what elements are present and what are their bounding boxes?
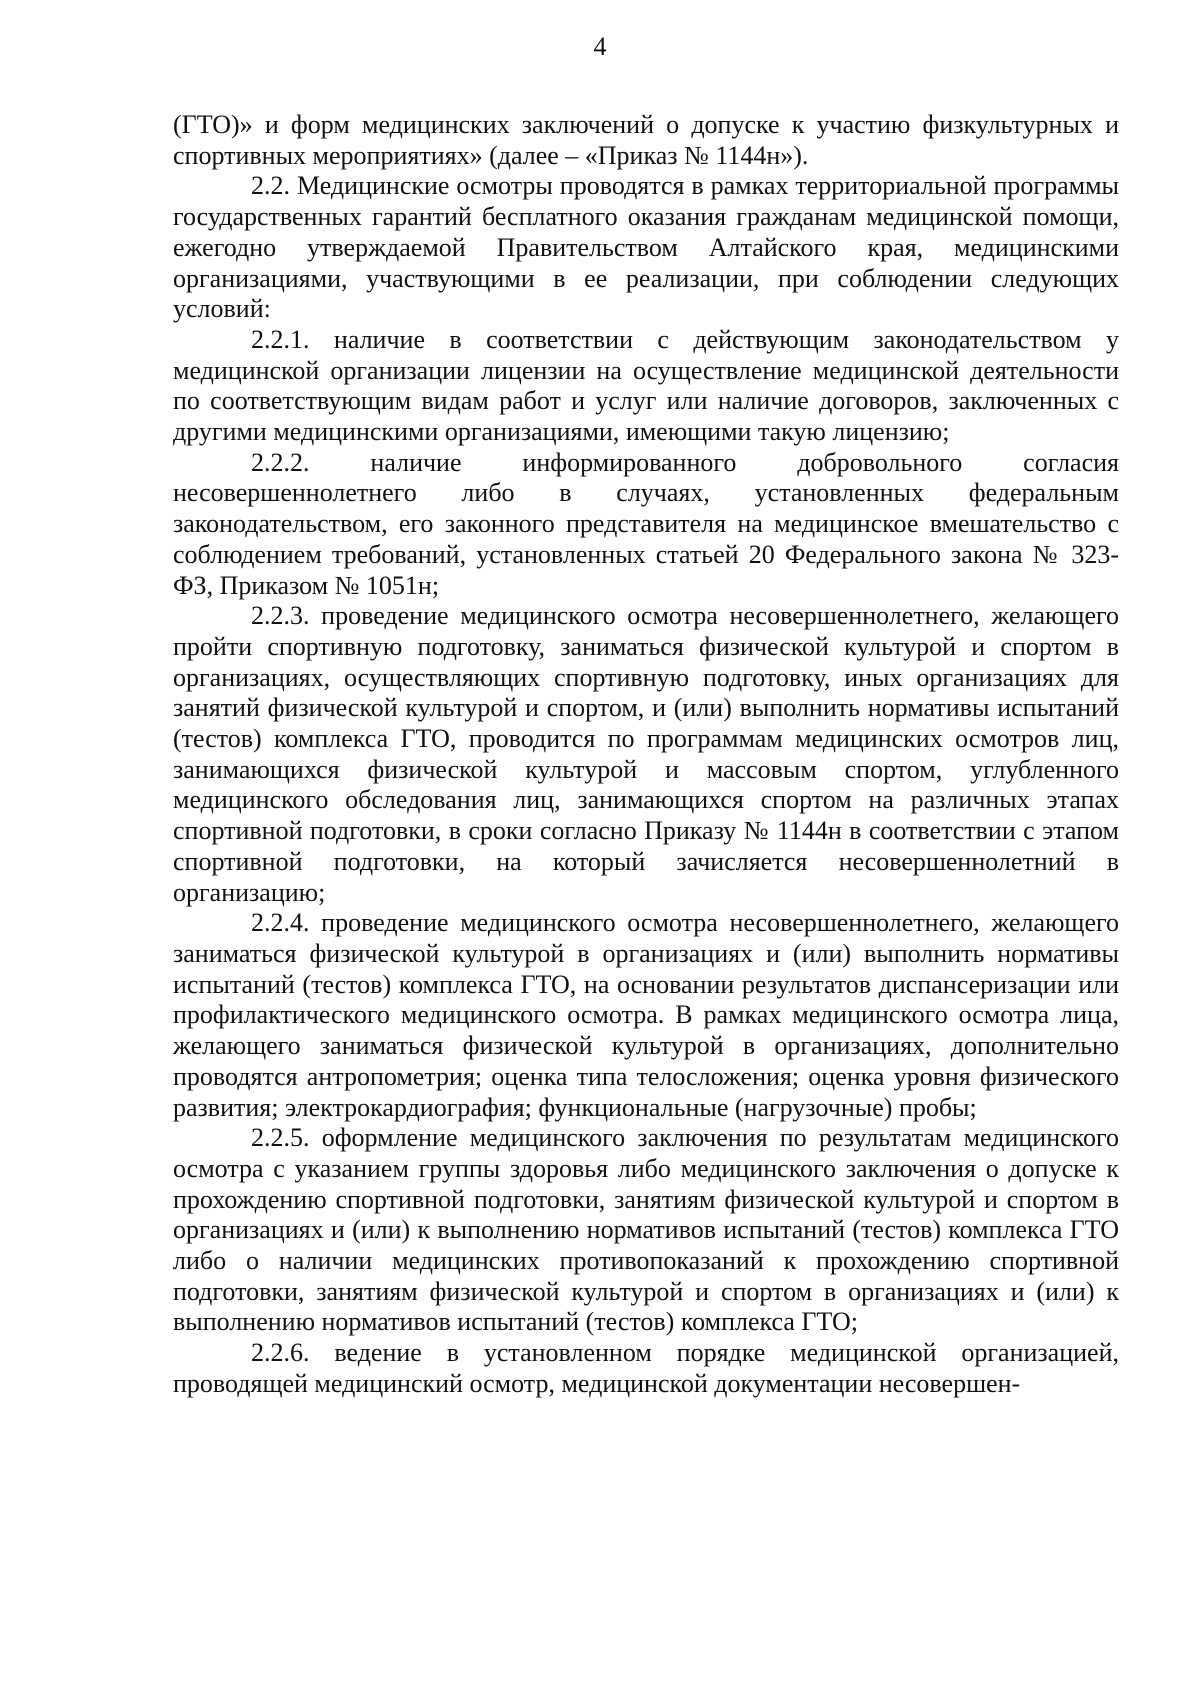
paragraph-2-2-1: 2.2.1. наличие в соответствии с действующим законодательством у медицинской организации лицензии на осуществление медицинской деятельности по соответствующим видам работ и услуг или наличие договоров, заключенных с другими медицинскими организациями, имеющими такую лицензию; — [173, 324, 1119, 447]
paragraph-2-2-3: 2.2.3. проведение медицинского осмотра несовершеннолетнего, желающего пройти спортивную подготовку, заниматься физической культурой и спортом в организациях, осуществляющих спортивную подготовку, иных организациях для занятий физической культурой и спортом, и (или) выполнить нормативы испытаний (тестов) комплекса ГТО, проводится по программам медицинских осмотров лиц, занимающихся физической культурой и массовым спортом, углубленного медицинского обследования лиц, занимающихся спортом на различных этапах спортивной подготовки, в сроки согласно Приказу № 1144н в соответствии с этапом спортивной подготовки, на который зачисляется несовершеннолетний в организацию; — [173, 601, 1119, 907]
paragraph-2-2-4: 2.2.4. проведение медицинского осмотра несовершеннолетнего, желающего заниматься физической культурой в организациях и (или) выполнить нормативы испытаний (тестов) комплекса ГТО, на основании результатов диспансеризации или профилактического медицинского осмотра. В рамках медицинского осмотра лица, желающего заниматься физической культурой в организациях, дополнительно проводятся антропометрия; оценка типа телосложения; оценка уровня физического развития; электрокардиография; функциональные (нагрузочные) пробы; — [173, 908, 1119, 1122]
document-body — [173, 110, 1119, 1400]
paragraph-2-2-6: 2.2.6. ведение в установленном порядке медицинской организацией, проводящей медицинский осмотр, медицинской документации несовершен- — [173, 1338, 1119, 1398]
page-number: 4 — [593, 32, 607, 61]
paragraph-continuation: (ГТО)» и форм медицинских заключений о допуске к участию физкультурных и спортивных мероприятиях» (далее – «Приказ № 1144н»). — [173, 110, 1119, 170]
paragraph-2-2-2: 2.2.2. наличие информированного добровольного согласия несовершеннолетнего либо в случаях, установленных федеральным законодательством, его законного представителя на медицинское вмешательство с соблюдением требований, установленных статьей 20 Федерального закона № 323-ФЗ, Приказом № 1051н; — [173, 447, 1119, 600]
paragraph-2-2: 2.2. Медицинские осмотры проводятся в рамках территориальной программы государственных гарантий бесплатного оказания гражданам медицинской помощи, ежегодно утверждаемой Правительством Алтайского края, медицинскими организациями, участвующими в ее реализации, при соблюдении следующих условий: — [173, 171, 1119, 324]
paragraph-2-2-5: 2.2.5. оформление медицинского заключения по результатам медицинского осмотра с указанием группы здоровья либо медицинского заключения о допуске к прохождению спортивной подготовки, занятиям физической культурой и спортом в организациях и (или) к выполнению нормативов испытаний (тестов) комплекса ГТО либо о наличии медицинских противопоказаний к прохождению спортивной подготовки, занятиям физической культурой и спортом в организациях и (или) к выполнению нормативов испытаний (тестов) комплекса ГТО; — [173, 1123, 1119, 1337]
